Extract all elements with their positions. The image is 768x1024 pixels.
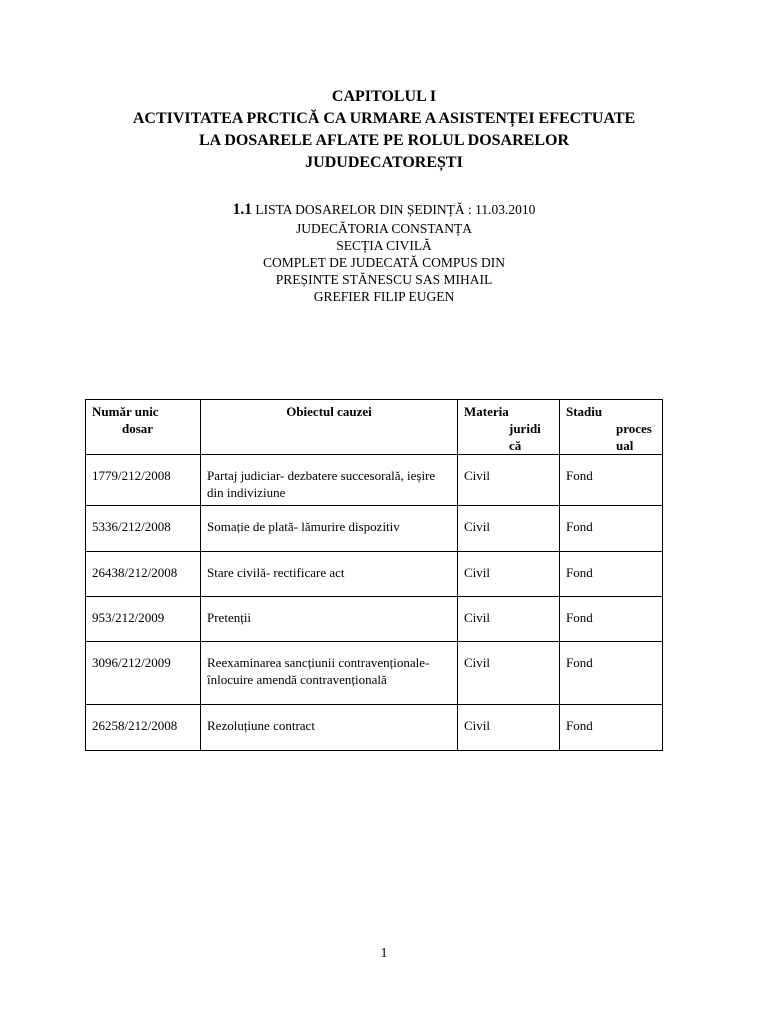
section-header	[0, 199, 768, 305]
table-row	[86, 455, 663, 506]
case-number-cell: 1779/212/2008	[86, 455, 201, 506]
header-procedural-stage-line-2: proces	[616, 421, 652, 436]
section-title-line	[0, 199, 768, 220]
case-list-table	[85, 399, 663, 751]
table-row	[86, 552, 663, 597]
legal-matter-cell: Civil	[458, 597, 560, 642]
header-legal-matter	[458, 400, 560, 455]
header-legal-matter-line-2: juridi	[509, 421, 541, 436]
case-object-cell: Reexaminarea sancțiunii contravenționale-înlocuire amendă contravențională	[201, 642, 458, 705]
panel-clerk: GREFIER FILIP EUGEN	[313, 289, 455, 304]
chapter-subtitle-line-2: LA DOSARELE AFLATE PE ROLUL DOSARELOR	[198, 132, 569, 149]
chapter-subtitle-line-3: JUDUDECATOREȘTI	[305, 154, 463, 171]
header-procedural-stage-line-1: Stadiu	[566, 404, 603, 419]
case-number-cell: 5336/212/2008	[86, 506, 201, 552]
header-case-number-line-1: Număr unic	[92, 404, 159, 419]
court-name: JUDECĂTORIA CONSTANȚA	[295, 221, 473, 236]
procedural-stage-cell: Fond	[560, 597, 663, 642]
header-procedural-stage	[560, 400, 663, 455]
header-case-number-line-2: dosar	[122, 421, 154, 436]
case-object-cell: Rezoluțiune contract	[201, 705, 458, 751]
legal-matter-cell: Civil	[458, 552, 560, 597]
procedural-stage-cell: Fond	[560, 705, 663, 751]
case-object-cell: Partaj judiciar- dezbatere succesorală, ieșire din indiviziune	[201, 455, 458, 506]
procedural-stage-cell: Fond	[560, 506, 663, 552]
court-section: SECȚIA CIVILĂ	[336, 238, 432, 253]
table-row	[86, 597, 663, 642]
case-object-cell: Pretenții	[201, 597, 458, 642]
header-procedural-stage-line-3: ual	[616, 438, 634, 453]
table-row	[86, 506, 663, 552]
header-legal-matter-line-3: că	[509, 438, 522, 453]
legal-matter-cell: Civil	[458, 506, 560, 552]
section-title: LISTA DOSARELOR DIN ȘEDINȚĂ : 11.03.2010	[255, 202, 536, 217]
section-number: 1.1	[232, 201, 252, 218]
chapter-title: CAPITOLUL I	[331, 88, 437, 105]
header-case-number	[86, 400, 201, 455]
chapter-heading	[0, 86, 768, 174]
procedural-stage-cell: Fond	[560, 455, 663, 506]
panel-president: PREȘINTE STĂNESCU SAS MIHAIL	[275, 272, 493, 287]
procedural-stage-cell: Fond	[560, 552, 663, 597]
table-header-row	[86, 400, 663, 455]
case-number-cell: 953/212/2009	[86, 597, 201, 642]
procedural-stage-cell: Fond	[560, 642, 663, 705]
page-number: 1	[380, 946, 388, 961]
case-number-cell: 26438/212/2008	[86, 552, 201, 597]
chapter-subtitle-line-1: ACTIVITATEA PRCTICĂ CA URMARE A ASISTENȚEI EFECTUATE	[132, 110, 636, 127]
header-legal-matter-line-1: Materia	[464, 404, 509, 419]
case-number-cell: 26258/212/2008	[86, 705, 201, 751]
panel-composition: COMPLET DE JUDECATĂ COMPUS DIN	[262, 255, 506, 270]
case-number-cell: 3096/212/2009	[86, 642, 201, 705]
header-case-object: Obiectul cauzei	[201, 400, 458, 455]
legal-matter-cell: Civil	[458, 455, 560, 506]
legal-matter-cell: Civil	[458, 705, 560, 751]
legal-matter-cell: Civil	[458, 642, 560, 705]
table-row	[86, 705, 663, 751]
case-object-cell: Stare civilă- rectificare act	[201, 552, 458, 597]
case-object-cell: Somație de plată- lămurire dispozitiv	[201, 506, 458, 552]
table-row	[86, 642, 663, 705]
